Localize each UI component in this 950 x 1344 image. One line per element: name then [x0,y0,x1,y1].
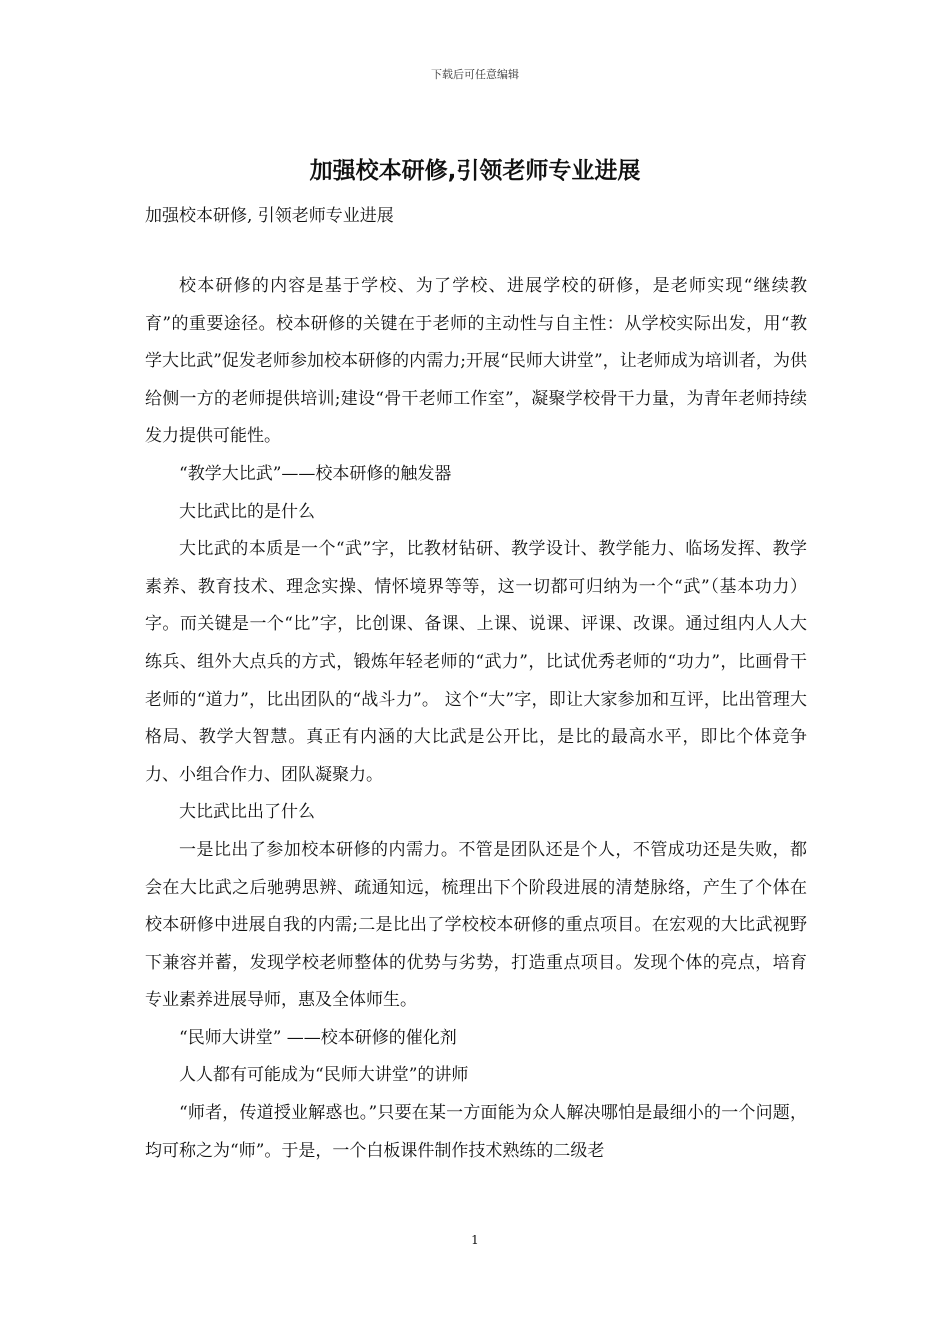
subheading-what-resulted: 大比武比出了什么 [179,802,315,823]
page-header-note: 下载后可任意编辑 [431,68,519,81]
paragraph-teacher-definition: “师者，传道授业解惑也。”只要在某一方面能为众人解决哪怕是最细小的一个问题，均可称之为“师”。于是，一个白板课件制作技术熟练的二级老 [145,1103,807,1161]
subheading-what-compared: 大比武比的是什么 [179,501,315,522]
paragraph-competition-results: 一是比出了参加校本研修的内需力。不管是团队还是个人，不管成功还是失败，都会在大比武之后驰骋思辨、疏通知远，梳理出下个阶段进展的清楚脉络，产生了个体在校本研修中进展自我的内需;二是比出了学校校本研修的重点项目。在宏观的大比武视野下兼容并蓄，发现学校老师整体的优势与劣势，打造重点项目。发现个体的亮点，培育专业素养进展导师，惠及全体师生。 [145,839,807,1011]
paragraph-intro: 校本研修的内容是基于学校、为了学校、进展学校的研修，是老师实现“继续教育”的重要途径。校本研修的关键在于老师的主动性与自主性：从学校实际出发，用“教学大比武”促发老师参加校本研修的内需力;开展“民师大讲堂”，让老师成为培训者，为供给侧一方的老师提供培训;建设“骨干老师工作室”，凝聚学校骨干力量，为青年老师持续发力提供可能性。 [145,276,807,447]
document-subtitle: 加强校本研修, 引领老师专业进展 [145,206,394,226]
document-title: 加强校本研修,引领老师专业进展 [309,158,641,184]
document-body [145,268,807,1170]
page-number: 1 [471,1233,479,1247]
paragraph-competition-essence: 大比武的本质是一个“武”字，比教材钻研、教学设计、教学能力、临场发挥、教学素养、教育技术、理念实操、情怀境界等等，这一切都可归纳为一个“武”（基本功力）字。而关键是一个“比”字，比创课、备课、上课、说课、评课、改课。通过组内人人大练兵、组外大点兵的方式，锻炼年轻老师的“武力”，比试优秀老师的“功力”，比画骨干老师的“道力”，比出团队的“战斗力”。 这个“大”字，即让大家参加和互评，比出管理大格局、教学大智慧。真正有内涵的大比武是公开比，是比的最高水平，即比个体竞争力、小组合作力、团队凝聚力。 [145,539,807,785]
subheading-everyone-lecturer: 人人都有可能成为“民师大讲堂”的讲师 [179,1065,469,1086]
section-heading-competition: “教学大比武”——校本研修的触发器 [179,463,452,484]
section-heading-lecture-hall: “民师大讲堂” ——校本研修的催化剂 [179,1027,457,1048]
